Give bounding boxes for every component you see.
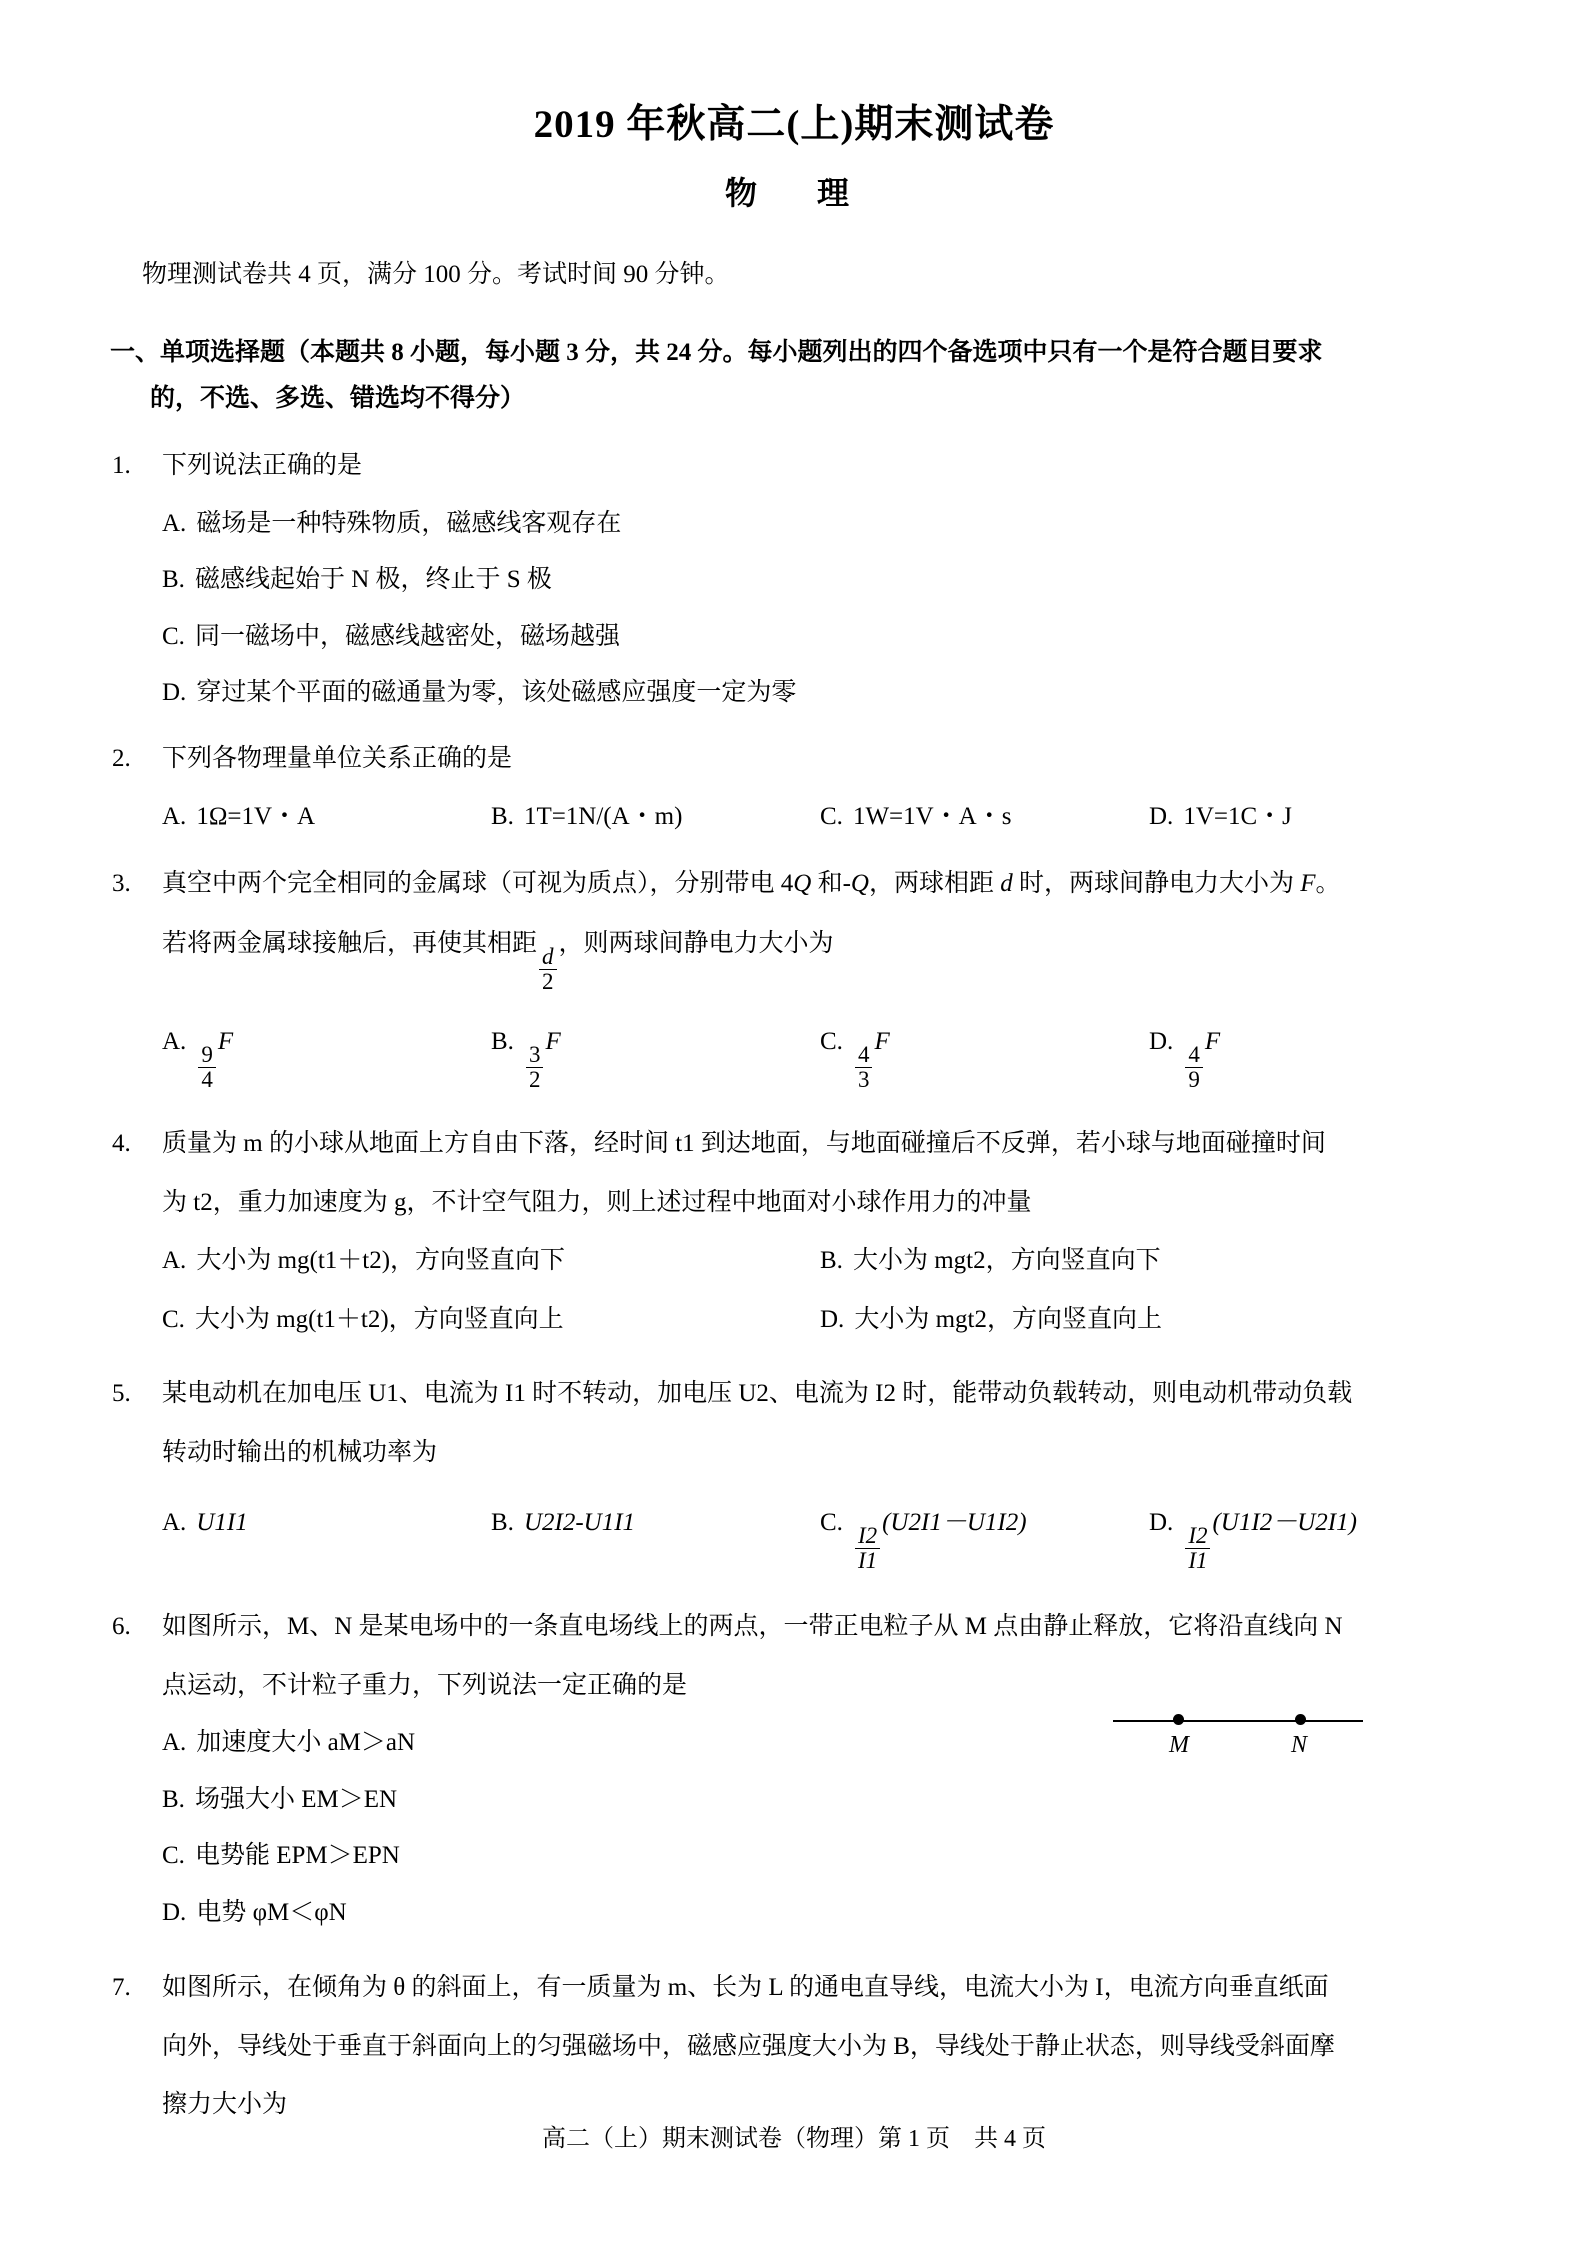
option-list (110, 795, 1478, 840)
option-label: C. (820, 1028, 843, 1056)
symbol-q: Q (850, 869, 869, 897)
question-4 (110, 1122, 1478, 1342)
fraction (1185, 1524, 1210, 1573)
option-text: U2I2-U1I1 (523, 1509, 636, 1537)
option-a[interactable] (162, 503, 1478, 546)
option-d[interactable] (162, 1892, 1478, 1935)
question-stem (110, 862, 1478, 907)
option-label: D. (162, 679, 187, 707)
option-text: 大小为 mg(t1＋t2)，方向竖直向下 (196, 1247, 566, 1275)
option-c[interactable] (820, 1501, 1149, 1573)
question-number: 5. (112, 1380, 131, 1408)
option-row (162, 795, 1478, 840)
fraction-numerator: 4 (1188, 1041, 1200, 1067)
option-d[interactable] (162, 672, 1478, 715)
option-c[interactable] (162, 1835, 1478, 1878)
point-m-label: M (1169, 1732, 1189, 1758)
option-label: B. (491, 1028, 514, 1056)
exam-note: 物理测试卷共 4 页，满分 100 分。考试时间 90 分钟。 (142, 261, 730, 289)
option-list (110, 1239, 1478, 1342)
option-label: A. (162, 1247, 187, 1275)
section-heading-line1: 一、单项选择题（本题共 8 小题，每小题 3 分，共 24 分。每小题列出的四个备选项中只有一个是符合题目要求 (110, 338, 1323, 366)
question-text: 擦力大小为 (162, 2091, 288, 2119)
fraction (526, 1043, 544, 1092)
option-b[interactable] (820, 1239, 1478, 1284)
option-text: 电势能 EPM＞EPN (194, 1842, 400, 1870)
question-number: 4. (112, 1130, 131, 1158)
fraction-denominator: I1 (855, 1548, 880, 1573)
section-heading (110, 330, 1478, 423)
option-label: D. (820, 1305, 845, 1333)
point-n-marker (1295, 1714, 1306, 1725)
question-number: 2. (112, 744, 131, 772)
question-stem (110, 444, 1478, 489)
question-text: 点运动，不计粒子重力，下列说法一定正确的是 (162, 1671, 688, 1699)
question-number: 3. (112, 869, 131, 897)
fraction-numerator: 4 (857, 1041, 870, 1067)
option-text: (U1I2－U2I1) (1212, 1509, 1357, 1537)
symbol-f: F (217, 1028, 234, 1056)
option-a[interactable] (162, 1501, 491, 1546)
option-label: C. (162, 1305, 185, 1333)
option-label: C. (162, 622, 185, 650)
option-label: C. (820, 803, 843, 831)
option-text: 穿过某个平面的磁通量为零，该处磁感应强度一定为零 (196, 679, 797, 707)
option-text: 1Ω=1V・A (196, 803, 316, 831)
option-label: A. (162, 509, 187, 537)
option-label: D. (162, 1898, 187, 1926)
option-text: (U2I1－U1I2) (882, 1509, 1027, 1537)
question-text: 下列各物理量单位关系正确的是 (162, 744, 513, 772)
question-1 (110, 444, 1478, 715)
question-stem (110, 1966, 1478, 2011)
symbol-d: d (1000, 869, 1013, 897)
option-b[interactable] (491, 1020, 820, 1092)
question-text: 为 t2，重力加速度为 g，不计空气阻力，则上述过程中地面对小球作用力的冲量 (162, 1188, 1032, 1216)
fraction (198, 1043, 216, 1092)
option-label: C. (162, 1842, 185, 1870)
question-stem (110, 1122, 1478, 1167)
option-d[interactable] (1149, 1501, 1478, 1573)
option-a[interactable] (162, 1020, 491, 1092)
subject-title: 物 理 (724, 174, 863, 211)
option-label: B. (162, 566, 185, 594)
option-list (110, 503, 1478, 715)
field-line-diagram (1105, 1672, 1375, 1787)
option-d[interactable] (1149, 1020, 1478, 1092)
option-text: 1T=1N/(A・m) (523, 803, 683, 831)
question-stem-line2 (110, 2025, 1478, 2070)
fraction-denominator: 3 (855, 1067, 873, 1092)
symbol-f: F (1204, 1028, 1221, 1056)
question-text: 下列说法正确的是 (162, 452, 363, 480)
option-row (162, 1239, 1478, 1284)
point-n-label: N (1291, 1732, 1308, 1758)
question-number: 6. (112, 1613, 131, 1641)
fraction-numerator: I2 (857, 1522, 878, 1548)
fraction-denominator: I1 (1185, 1548, 1210, 1573)
option-label: A. (162, 1509, 187, 1537)
option-text: 场强大小 EM＞EN (194, 1785, 398, 1813)
question-stem (110, 1372, 1478, 1417)
field-line (1113, 1720, 1363, 1722)
option-row (162, 1501, 1478, 1573)
option-text: 磁感线起始于 N 极，终止于 S 极 (194, 566, 552, 594)
option-text: 1W=1V・A・s (852, 803, 1012, 831)
option-label: B. (820, 1247, 843, 1275)
option-label: A. (162, 803, 187, 831)
option-text: 磁场是一种特殊物质，磁感线客观存在 (196, 509, 622, 537)
question-text: 向外，导线处于垂直于斜面向上的匀强磁场中，磁感应强度大小为 B，导线处于静止状态，则导线受斜面摩 (162, 2032, 1335, 2060)
option-a[interactable] (162, 1239, 820, 1284)
fraction-numerator: 9 (201, 1041, 213, 1067)
question-text (162, 862, 1478, 907)
option-d[interactable] (820, 1298, 1478, 1343)
option-label: C. (820, 1509, 843, 1537)
option-text: 1V=1C・J (1183, 803, 1292, 831)
option-b[interactable] (162, 559, 1478, 602)
symbol-q: Q (793, 869, 812, 897)
question-text: 质量为 m 的小球从地面上方自由下落，经时间 t1 到达地面，与地面碰撞后不反弹，若小球与地面碰撞时间 (162, 1130, 1326, 1158)
stem-part: ，两球相距 (868, 869, 1001, 897)
symbol-f: F (1300, 869, 1316, 897)
option-text: 加速度大小 aM＞aN (196, 1729, 416, 1757)
option-label: A. (162, 1028, 187, 1056)
fraction (1185, 1043, 1203, 1092)
option-list (110, 1020, 1478, 1092)
option-d[interactable] (1149, 795, 1478, 840)
option-text: 大小为 mgt2，方向竖直向下 (852, 1247, 1161, 1275)
symbol-f: F (874, 1028, 890, 1056)
option-c[interactable] (162, 616, 1478, 659)
option-text: 大小为 mgt2，方向竖直向上 (854, 1305, 1162, 1333)
option-label: D. (1149, 1028, 1174, 1056)
option-b[interactable] (491, 1501, 820, 1546)
page-footer: 高二（上）期末测试卷（物理）第 1 页 共 4 页 (542, 2126, 1046, 2152)
option-list (110, 1501, 1478, 1573)
question-stem-line2 (110, 922, 1478, 994)
stem-part: 时，两球间静电力大小为 (1012, 869, 1301, 897)
question-number: 1. (112, 452, 131, 480)
section-heading-line2: 的，不选、多选、错选均不得分） (150, 385, 526, 413)
question-stem (110, 737, 1478, 782)
fraction-denominator: 2 (526, 1067, 544, 1092)
option-a[interactable] (162, 795, 491, 840)
option-label: A. (162, 1729, 187, 1757)
question-stem (110, 1605, 1478, 1650)
question-number: 7. (112, 1974, 131, 2002)
stem-part: ，则两球间静电力大小为 (558, 930, 834, 958)
question-2 (110, 737, 1478, 840)
symbol-f: F (545, 1028, 561, 1056)
question-3 (110, 862, 1478, 1092)
option-text: 大小为 mg(t1＋t2)，方向竖直向上 (194, 1305, 564, 1333)
fraction-numerator: d (542, 943, 554, 969)
fraction-denominator: 4 (198, 1067, 216, 1092)
option-label: D. (1149, 1509, 1174, 1537)
question-stem-line2 (110, 1181, 1478, 1226)
fraction-d-over-2 (539, 945, 557, 994)
option-text: 电势 φM＜φN (196, 1898, 347, 1926)
option-c[interactable] (820, 1020, 1149, 1092)
question-stem-line2 (110, 1431, 1478, 1476)
stem-part: 若将两金属球接触后，再使其相距 (162, 930, 538, 958)
option-text: 同一磁场中，磁感线越密处，磁场越强 (194, 622, 620, 650)
stem-part: 和- (811, 869, 851, 897)
option-label: B. (491, 1509, 514, 1537)
fraction-denominator: 2 (539, 969, 557, 994)
option-label: B. (491, 803, 514, 831)
option-c[interactable] (820, 795, 1149, 840)
fraction (855, 1524, 880, 1573)
stem-part: 真空中两个完全相同的金属球（可视为质点），分别带电 4 (162, 869, 794, 897)
question-text: 如图所示，在倾角为 θ 的斜面上，有一质量为 m、长为 L 的通电直导线，电流大小为 I，电流方向垂直纸面 (162, 1974, 1329, 2002)
question-text: 转动时输出的机械功率为 (162, 1438, 438, 1466)
option-label: D. (1149, 803, 1174, 831)
page-title: 2019 年秋高二(上)期末测试卷 (533, 103, 1055, 146)
question-5 (110, 1372, 1478, 1573)
option-text: U1I1 (196, 1509, 248, 1537)
fraction-denominator: 9 (1185, 1067, 1203, 1092)
stem-part: 。 (1315, 869, 1341, 897)
option-row (162, 1020, 1478, 1092)
fraction (855, 1043, 873, 1092)
page-content (110, 0, 1478, 2128)
point-m-marker (1173, 1714, 1184, 1725)
question-text (162, 922, 1478, 994)
question-7 (110, 1966, 1478, 2128)
option-c[interactable] (162, 1298, 820, 1343)
fraction-numerator: I2 (1188, 1522, 1208, 1548)
fraction-numerator: 3 (528, 1041, 541, 1067)
option-b[interactable] (491, 795, 820, 840)
question-text: 如图所示，M、N 是某电场中的一条直电场线上的两点，一带正电粒子从 M 点由静止释放，它将沿直线向 N (162, 1613, 1343, 1641)
question-text: 某电动机在加电压 U1、电流为 I1 时不转动，加电压 U2、电流为 I2 时，能带动负载转动，则电动机带动负载 (162, 1380, 1353, 1408)
option-label: B. (162, 1785, 185, 1813)
option-row (162, 1298, 1478, 1343)
